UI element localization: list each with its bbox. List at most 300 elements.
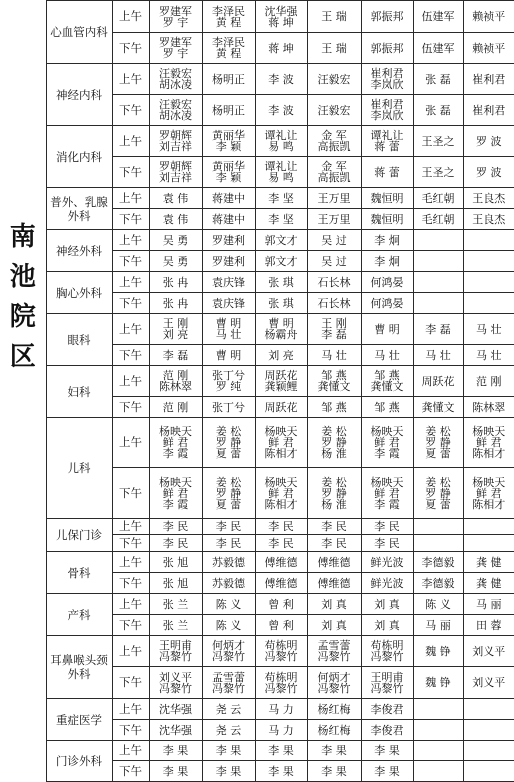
doctor-cell bbox=[413, 366, 463, 397]
doctor-cell bbox=[463, 95, 514, 126]
doctor-cell bbox=[463, 594, 514, 615]
doctor-cell bbox=[149, 33, 202, 64]
doctor-cell bbox=[413, 1, 463, 33]
doctor-cell bbox=[361, 95, 413, 126]
session-period: 上午 bbox=[112, 272, 149, 293]
doctor-name: 杨 淮 bbox=[321, 497, 347, 511]
doctor-name: 杨映天 bbox=[472, 475, 506, 489]
department-name: 普外、乳腺外科 bbox=[46, 188, 112, 230]
doctor-name: 刘 真 bbox=[321, 597, 347, 611]
doctor-name: 王圣之 bbox=[421, 165, 455, 179]
doctor-cell bbox=[413, 573, 463, 594]
doctor-name: 魏恒明 bbox=[370, 212, 404, 226]
doctor-cell bbox=[361, 720, 413, 741]
doctor-cell bbox=[149, 519, 202, 535]
doctor-cell bbox=[255, 1, 307, 33]
doctor-name: 傅维德 bbox=[317, 576, 351, 590]
doctor-name: 杨映天 bbox=[264, 475, 298, 489]
doctor-name: 苟栋明 bbox=[370, 639, 404, 652]
doctor-name: 杨映天 bbox=[264, 425, 298, 438]
doctor-name: 崔利君 bbox=[370, 67, 404, 80]
doctor-name: 马 壮 bbox=[425, 348, 451, 362]
doctor-name: 罗建军 bbox=[159, 36, 192, 49]
doctor-name: 杨红梅 bbox=[317, 702, 351, 716]
doctor-cell bbox=[307, 293, 361, 314]
doctor-name: 李 民 bbox=[374, 536, 400, 550]
doctor-cell bbox=[361, 272, 413, 293]
doctor-cell bbox=[463, 230, 514, 251]
session-period: 下午 bbox=[112, 615, 149, 636]
doctor-name: 王明甫 bbox=[159, 639, 192, 652]
schedule-row bbox=[0, 636, 514, 667]
doctor-name: 罗建军 bbox=[159, 4, 192, 18]
doctor-cell bbox=[463, 418, 514, 468]
schedule-row bbox=[0, 272, 514, 293]
doctor-cell bbox=[149, 720, 202, 741]
doctor-cell bbox=[307, 230, 361, 251]
doctor-name: 李 坚 bbox=[268, 191, 294, 205]
doctor-cell bbox=[202, 552, 255, 573]
doctor-cell bbox=[361, 293, 413, 314]
doctor-cell bbox=[463, 573, 514, 594]
doctor-name: 李泽民 bbox=[212, 36, 245, 49]
doctor-name: 杨红梅 bbox=[317, 723, 351, 737]
session-period: 下午 bbox=[112, 720, 149, 741]
doctor-name: 李 果 bbox=[268, 764, 294, 778]
doctor-cell bbox=[361, 573, 413, 594]
doctor-name: 李 果 bbox=[162, 744, 189, 757]
doctor-name: 罗 静 bbox=[215, 436, 242, 449]
doctor-name: 王万里 bbox=[317, 212, 351, 226]
doctor-name: 高振凯 bbox=[317, 140, 351, 153]
doctor-name: 陈林翠 bbox=[472, 400, 506, 414]
doctor-cell bbox=[361, 366, 413, 397]
session-period: 下午 bbox=[112, 251, 149, 272]
doctor-cell bbox=[202, 33, 255, 64]
doctor-name: 鲜 君 bbox=[476, 486, 502, 500]
doctor-cell bbox=[255, 157, 307, 188]
doctor-name: 罗朝辉 bbox=[159, 160, 192, 173]
doctor-name: 罗 宇 bbox=[162, 15, 189, 29]
doctor-name: 李 波 bbox=[268, 103, 294, 117]
campus-name bbox=[0, 1, 46, 594]
doctor-name: 杨映天 bbox=[370, 425, 404, 438]
doctor-cell bbox=[463, 535, 514, 552]
department-name: 神经内科 bbox=[46, 64, 112, 126]
doctor-name: 魏 铮 bbox=[425, 644, 451, 658]
doctor-cell bbox=[149, 345, 202, 366]
doctor-cell bbox=[361, 594, 413, 615]
doctor-name: 郭振邦 bbox=[370, 41, 404, 55]
doctor-cell bbox=[413, 636, 463, 667]
doctor-name: 刘 真 bbox=[374, 618, 400, 632]
doctor-name: 鲜 君 bbox=[374, 436, 400, 449]
doctor-cell bbox=[463, 272, 514, 293]
doctor-name: 刘义平 bbox=[472, 676, 506, 689]
doctor-name: 傅维德 bbox=[264, 555, 298, 569]
doctor-cell bbox=[413, 720, 463, 741]
doctor-name: 曾 利 bbox=[268, 597, 294, 611]
doctor-cell bbox=[202, 95, 255, 126]
doctor-cell bbox=[202, 230, 255, 251]
doctor-cell bbox=[361, 157, 413, 188]
doctor-name: 伍建军 bbox=[421, 41, 455, 55]
doctor-name: 郭文才 bbox=[264, 254, 298, 268]
doctor-cell bbox=[413, 272, 463, 293]
doctor-name: 李 果 bbox=[162, 764, 189, 778]
doctor-cell bbox=[202, 615, 255, 636]
doctor-name: 李 民 bbox=[215, 536, 242, 550]
doctor-name: 陈相才 bbox=[264, 447, 298, 460]
doctor-cell bbox=[361, 345, 413, 366]
doctor-cell bbox=[463, 519, 514, 535]
doctor-cell bbox=[202, 573, 255, 594]
doctor-name: 马 壮 bbox=[321, 348, 347, 362]
doctor-cell bbox=[307, 418, 361, 468]
doctor-cell bbox=[413, 157, 463, 188]
doctor-cell bbox=[255, 209, 307, 230]
doctor-name: 罗朝辉 bbox=[159, 129, 192, 142]
doctor-cell bbox=[463, 720, 514, 741]
schedule-row bbox=[0, 699, 514, 720]
doctor-cell bbox=[149, 188, 202, 209]
doctor-name: 周跃花 bbox=[264, 400, 298, 414]
doctor-name: 金 军 bbox=[321, 129, 347, 142]
doctor-cell bbox=[202, 126, 255, 157]
doctor-cell bbox=[361, 1, 413, 33]
session-period: 上午 bbox=[112, 1, 149, 33]
campus-char-3: 院 bbox=[9, 302, 36, 332]
doctor-name: 冯黎竹 bbox=[264, 681, 298, 695]
doctor-name: 夏 蕾 bbox=[215, 447, 242, 460]
doctor-name: 苏毅德 bbox=[212, 555, 245, 569]
doctor-cell bbox=[413, 741, 463, 761]
doctor-cell bbox=[413, 615, 463, 636]
doctor-name: 范 刚 bbox=[162, 400, 189, 414]
doctor-name: 罗 纯 bbox=[215, 380, 242, 393]
doctor-cell bbox=[255, 33, 307, 64]
doctor-cell bbox=[149, 699, 202, 720]
doctor-cell bbox=[255, 636, 307, 667]
doctor-cell bbox=[149, 366, 202, 397]
doctor-cell bbox=[463, 33, 514, 64]
doctor-cell bbox=[202, 535, 255, 552]
doctor-cell bbox=[202, 468, 255, 519]
session-period: 上午 bbox=[112, 636, 149, 667]
department-name: 骨科 bbox=[46, 552, 112, 594]
doctor-cell bbox=[307, 667, 361, 699]
doctor-name: 崔利君 bbox=[472, 72, 506, 86]
session-period: 上午 bbox=[112, 126, 149, 157]
doctor-cell bbox=[255, 188, 307, 209]
doctor-name: 李 磊 bbox=[162, 348, 189, 362]
doctor-cell bbox=[202, 345, 255, 366]
session-period: 下午 bbox=[112, 209, 149, 230]
doctor-name: 张 冉 bbox=[162, 275, 189, 289]
doctor-name: 范 刚 bbox=[162, 369, 189, 382]
doctor-name: 曹 明 bbox=[374, 322, 400, 336]
doctor-cell bbox=[307, 519, 361, 535]
doctor-name: 李 果 bbox=[374, 744, 400, 757]
doctor-cell bbox=[307, 741, 361, 761]
doctor-name: 龚 健 bbox=[476, 576, 502, 590]
doctor-name: 张 兰 bbox=[162, 618, 189, 632]
doctor-cell bbox=[149, 64, 202, 95]
doctor-name: 李泽民 bbox=[212, 4, 245, 18]
doctor-name: 王圣之 bbox=[421, 134, 455, 148]
doctor-cell bbox=[255, 251, 307, 272]
doctor-name: 李 颖 bbox=[215, 140, 242, 153]
doctor-name: 王万里 bbox=[317, 191, 351, 205]
doctor-cell bbox=[413, 188, 463, 209]
doctor-cell bbox=[413, 761, 463, 782]
doctor-name: 龚懂文 bbox=[317, 380, 351, 393]
doctor-name: 龚懂文 bbox=[421, 400, 455, 414]
doctor-cell bbox=[255, 418, 307, 468]
doctor-cell bbox=[361, 397, 413, 418]
doctor-cell bbox=[149, 126, 202, 157]
doctor-name: 罗 波 bbox=[476, 165, 502, 179]
doctor-name: 傅维德 bbox=[264, 576, 298, 590]
doctor-cell bbox=[307, 64, 361, 95]
department-name: 儿保门诊 bbox=[46, 519, 112, 552]
session-period: 上午 bbox=[112, 366, 149, 397]
doctor-cell bbox=[255, 95, 307, 126]
doctor-name: 刘 亮 bbox=[162, 328, 189, 341]
doctor-name: 刘 真 bbox=[374, 597, 400, 611]
doctor-name: 李 民 bbox=[268, 520, 294, 533]
doctor-name: 姜 松 bbox=[321, 475, 347, 489]
doctor-name: 邹 燕 bbox=[321, 369, 347, 382]
doctor-name: 伍建军 bbox=[421, 10, 455, 23]
doctor-cell bbox=[255, 741, 307, 761]
doctor-cell bbox=[202, 64, 255, 95]
doctor-cell bbox=[463, 636, 514, 667]
doctor-cell bbox=[149, 209, 202, 230]
doctor-name: 冯黎竹 bbox=[159, 650, 192, 663]
doctor-name: 杨映天 bbox=[159, 475, 192, 489]
doctor-name: 罗 静 bbox=[321, 486, 347, 500]
doctor-cell bbox=[307, 468, 361, 519]
doctor-cell bbox=[463, 741, 514, 761]
department-name: 消化内科 bbox=[46, 126, 112, 188]
doctor-name: 孟雪蕾 bbox=[317, 639, 351, 652]
doctor-name: 李 民 bbox=[215, 520, 242, 533]
doctor-cell bbox=[463, 366, 514, 397]
schedule-row bbox=[0, 1, 514, 33]
doctor-name: 崔利君 bbox=[472, 103, 506, 117]
doctor-cell bbox=[413, 126, 463, 157]
doctor-cell bbox=[149, 95, 202, 126]
doctor-cell bbox=[255, 667, 307, 699]
doctor-cell bbox=[361, 667, 413, 699]
doctor-cell bbox=[255, 720, 307, 741]
doctor-name: 冯黎竹 bbox=[264, 650, 298, 663]
doctor-name: 夏 蕾 bbox=[425, 497, 451, 511]
doctor-name: 马 力 bbox=[268, 723, 294, 737]
doctor-name: 黄丽华 bbox=[212, 160, 245, 173]
doctor-cell bbox=[463, 345, 514, 366]
doctor-cell bbox=[255, 615, 307, 636]
doctor-cell bbox=[361, 126, 413, 157]
doctor-cell bbox=[361, 552, 413, 573]
doctor-name: 刘义平 bbox=[472, 644, 506, 658]
department-name: 神经外科 bbox=[46, 230, 112, 272]
department-name: 耳鼻喉头颈外科 bbox=[46, 636, 112, 699]
doctor-name: 马 丽 bbox=[476, 597, 502, 611]
doctor-name: 周跃花 bbox=[264, 369, 298, 382]
doctor-name: 冯黎竹 bbox=[370, 650, 404, 663]
doctor-name: 张 冉 bbox=[162, 296, 189, 310]
doctor-cell bbox=[202, 1, 255, 33]
doctor-name: 罗 静 bbox=[425, 486, 451, 500]
doctor-cell bbox=[361, 615, 413, 636]
doctor-name: 汪毅宏 bbox=[159, 98, 192, 111]
doctor-cell bbox=[307, 209, 361, 230]
session-period: 上午 bbox=[112, 594, 149, 615]
doctor-cell bbox=[463, 552, 514, 573]
doctor-cell bbox=[463, 397, 514, 418]
doctor-name: 李 炯 bbox=[374, 233, 400, 247]
doctor-name: 田 蓉 bbox=[476, 618, 502, 632]
doctor-name: 崔利君 bbox=[370, 98, 404, 111]
doctor-cell bbox=[202, 636, 255, 667]
doctor-cell bbox=[255, 230, 307, 251]
doctor-name: 赖祯平 bbox=[472, 41, 506, 55]
doctor-name: 吴 过 bbox=[321, 233, 347, 247]
doctor-cell bbox=[307, 594, 361, 615]
doctor-name: 沈华强 bbox=[159, 723, 192, 737]
doctor-cell bbox=[202, 272, 255, 293]
doctor-name: 罗建利 bbox=[212, 233, 245, 247]
doctor-cell bbox=[202, 720, 255, 741]
doctor-name: 胡冰凌 bbox=[159, 78, 192, 91]
doctor-cell bbox=[413, 64, 463, 95]
doctor-name: 蒋建中 bbox=[212, 191, 245, 205]
doctor-name: 曹 明 bbox=[215, 317, 242, 330]
doctor-name: 鲜 君 bbox=[268, 486, 294, 500]
doctor-name: 张 旭 bbox=[162, 576, 189, 590]
doctor-name: 郭文才 bbox=[264, 233, 298, 247]
doctor-name: 毛红朝 bbox=[421, 212, 455, 226]
doctor-cell bbox=[255, 573, 307, 594]
doctor-name: 何鸿晏 bbox=[370, 296, 404, 310]
doctor-cell bbox=[361, 251, 413, 272]
doctor-name: 李 民 bbox=[321, 520, 347, 533]
doctor-cell bbox=[202, 188, 255, 209]
doctor-name: 姜 松 bbox=[321, 425, 347, 438]
doctor-cell bbox=[463, 761, 514, 782]
doctor-cell bbox=[463, 251, 514, 272]
doctor-name: 李 颖 bbox=[215, 171, 242, 184]
doctor-name: 马 壮 bbox=[476, 348, 502, 362]
doctor-name: 张 琪 bbox=[268, 296, 294, 310]
doctor-name: 陈林翠 bbox=[159, 380, 192, 393]
doctor-cell bbox=[202, 366, 255, 397]
session-period: 下午 bbox=[112, 293, 149, 314]
doctor-name: 鲜 君 bbox=[476, 436, 502, 449]
doctor-cell bbox=[149, 397, 202, 418]
session-period: 下午 bbox=[112, 761, 149, 782]
doctor-name: 王 瑞 bbox=[321, 10, 347, 23]
session-period: 下午 bbox=[112, 573, 149, 594]
campus-blank-cell bbox=[0, 594, 46, 782]
doctor-name: 孟雪蕾 bbox=[212, 670, 245, 684]
doctor-cell bbox=[463, 157, 514, 188]
department-name: 门诊外科 bbox=[46, 741, 112, 782]
doctor-cell bbox=[149, 314, 202, 345]
schedule-row bbox=[0, 314, 514, 345]
doctor-name: 李 磊 bbox=[321, 328, 347, 341]
doctor-name: 汪毅宏 bbox=[317, 103, 351, 117]
session-period: 下午 bbox=[112, 33, 149, 64]
doctor-name: 龚颖鲤 bbox=[264, 380, 298, 393]
doctor-cell bbox=[202, 293, 255, 314]
doctor-name: 李德毅 bbox=[421, 576, 455, 590]
doctor-cell bbox=[307, 1, 361, 33]
doctor-name: 杨霸舟 bbox=[264, 328, 298, 341]
doctor-cell bbox=[361, 636, 413, 667]
doctor-name: 范 刚 bbox=[476, 374, 502, 388]
doctor-name: 罗 静 bbox=[425, 436, 451, 449]
doctor-cell bbox=[202, 594, 255, 615]
doctor-name: 马 壮 bbox=[374, 348, 400, 362]
doctor-name: 李德毅 bbox=[421, 555, 455, 569]
doctor-cell bbox=[255, 519, 307, 535]
doctor-name: 冯黎竹 bbox=[317, 650, 351, 663]
doctor-name: 李俊君 bbox=[370, 702, 404, 716]
doctor-cell bbox=[307, 366, 361, 397]
doctor-name: 罗 静 bbox=[321, 436, 347, 449]
doctor-name: 蒋 蕾 bbox=[374, 140, 400, 153]
doctor-cell bbox=[413, 230, 463, 251]
doctor-name: 陈相才 bbox=[472, 447, 506, 460]
doctor-cell bbox=[361, 314, 413, 345]
doctor-name: 罗建利 bbox=[212, 254, 245, 268]
schedule-row bbox=[0, 126, 514, 157]
doctor-cell bbox=[463, 667, 514, 699]
doctor-name: 马 力 bbox=[268, 702, 294, 716]
doctor-name: 鲜 君 bbox=[374, 486, 400, 500]
doctor-cell bbox=[307, 615, 361, 636]
doctor-cell bbox=[202, 251, 255, 272]
session-period: 下午 bbox=[112, 345, 149, 366]
doctor-name: 邹 燕 bbox=[374, 369, 400, 382]
doctor-cell bbox=[413, 33, 463, 64]
doctor-name: 陈 义 bbox=[215, 618, 242, 632]
doctor-cell bbox=[202, 157, 255, 188]
doctor-name: 鲜光波 bbox=[370, 576, 404, 590]
doctor-cell bbox=[255, 468, 307, 519]
schedule-row bbox=[0, 188, 514, 209]
doctor-cell bbox=[255, 345, 307, 366]
doctor-name: 刘吉祥 bbox=[159, 171, 192, 184]
session-period: 下午 bbox=[112, 157, 149, 188]
doctor-cell bbox=[413, 594, 463, 615]
doctor-name: 邹 燕 bbox=[321, 400, 347, 414]
doctor-cell bbox=[149, 552, 202, 573]
doctor-cell bbox=[149, 615, 202, 636]
doctor-cell bbox=[463, 699, 514, 720]
doctor-name: 冯黎竹 bbox=[212, 681, 245, 695]
doctor-name: 姜 松 bbox=[425, 475, 451, 489]
doctor-cell bbox=[255, 699, 307, 720]
doctor-name: 王良杰 bbox=[472, 212, 506, 226]
doctor-name: 杨映天 bbox=[472, 425, 506, 438]
doctor-name: 李俊君 bbox=[370, 723, 404, 737]
doctor-name: 毛红朝 bbox=[421, 191, 455, 205]
session-period: 下午 bbox=[112, 95, 149, 126]
